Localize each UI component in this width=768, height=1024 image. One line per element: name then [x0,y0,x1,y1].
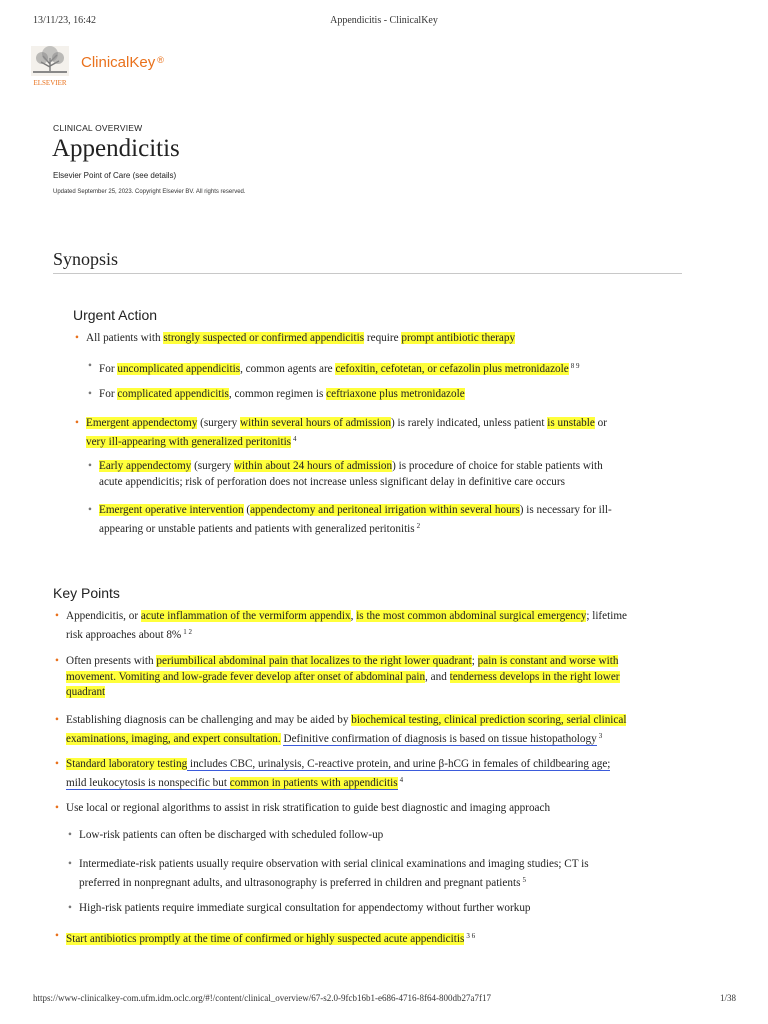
reference-link[interactable]: 2 [416,521,421,530]
reference-link[interactable]: 3 6 [466,932,476,940]
see-details-link[interactable]: (see details) [132,171,177,180]
reference-link[interactable]: 1 2 [183,627,193,636]
leukocytosis-link[interactable]: mild leukocytosis is nonspecific but [66,776,230,789]
reference-link[interactable]: 4 [293,434,297,443]
bullet-dot: • [55,610,59,622]
list-item: • Low-risk patients can often be discharged with scheduled follow-up [79,828,383,844]
lab-testing-link[interactable]: includes CBC, urinalysis, C-reactive protein, and urine β-hCG in females of childbearing age; [187,758,611,770]
reference-link[interactable]: 4 [399,775,404,784]
list-item: • For uncomplicated appendicitis, common agents are cefoxitin, cefotetan, or cefazolin plus metronidazole $^{8 9}$ [88,360,580,375]
urgent-action-heading: Urgent Action [73,307,158,323]
histopathology-link[interactable]: Definitive confirmation of diagnosis is based on tissue histopathology [283,732,597,745]
bullet-dot: • [55,802,59,814]
overview-label: CLINICAL OVERVIEW [53,123,143,133]
bullet-dot: • [88,504,92,516]
list-item: • Appendicitis, or acute inflammation of the vermiform appendix, is the most common abdominal surgical emergency; lifetime risk approaches about 8% $^{1 2}$ [55,610,628,641]
source-line [53,171,176,180]
elsevier-wordmark: ELSEVIER [33,79,67,87]
bullet-dot: • [88,460,92,472]
bullet-dot: • [88,388,92,400]
bullet-dot: • [88,360,92,372]
bullet-dot: • [55,655,59,667]
page-number: 1/38 [719,993,736,1003]
brand-trademark: ® [157,55,164,65]
list-item: • Emergent operative intervention (appendectomy and peritoneal irrigation within several hours) is necessary for ill- appearing or unstable patients and patients with generalized peritonitis $^2$ [88,504,612,535]
print-page-title: Appendicitis - ClinicalKey [330,15,438,26]
reference-link[interactable]: 3 [598,731,603,740]
brand-name: ClinicalKey [81,54,156,71]
list-item: • Establishing diagnosis can be challenging and may be aided by biochemical testing, clinical prediction scoring, serial clinical examinations, imaging, and expert consultation. Definitive confirmation of diagnosis is based on tissue histopathology $^3$ [55,714,627,745]
bullet-dot: • [75,332,79,344]
bullet-dot: • [68,858,72,870]
clinicalkey-brand[interactable] [81,54,164,71]
elsevier-tree-logo[interactable] [29,44,73,88]
reference-link[interactable]: 5 [522,875,526,884]
list-item: • Start antibiotics promptly at the time of confirmed or highly suspected acute appendicitis $^{3 6}$ [55,930,476,945]
bullet-dot: • [55,930,59,942]
list-item: • All patients with strongly suspected or confirmed appendicitis require prompt antibiotic therapy [86,331,515,347]
bullet-dot: • [68,829,72,841]
list-item: • Standard laboratory testing includes CBC, urinalysis, C-reactive protein, and urine β-hCG in females of childbearing age; mild leukocytosis is nonspecific but common in patients with appendicitis $^4$ [55,758,611,789]
print-datetime: 13/11/23, 16:42 [33,15,96,26]
reference-link[interactable]: 8 9 [570,362,580,370]
list-item: • High-risk patients require immediate surgical consultation for appendectomy without further workup [79,901,531,917]
bullet-dot: • [68,902,72,914]
list-item: • Emergent appendectomy (surgery within several hours of admission) is rarely indicated, unless patient is unstable or very ill-appearing with generalized peritonitis $^4$ [75,417,607,448]
bullet-dot: • [55,714,59,726]
source-name: Elsevier Point of Care [53,171,131,180]
key-points-heading: Key Points [53,585,120,601]
bullet-dot: • [75,417,79,429]
updated-line: Updated September 25, 2023. Copyright Elsevier BV. All rights reserved. [53,189,246,195]
synopsis-heading: Synopsis [53,249,119,269]
page-title: Appendicitis [52,135,180,162]
section-divider [53,273,682,274]
list-item: • Often presents with periumbilical abdominal pain that localizes to the right lower quadrant; pain is constant and worse with movement. Vomiting and low-grade fever develop after onset of abdominal pain, and tenderness develops in the right lower quadrant [55,655,620,698]
bullet-dot: • [55,758,59,770]
list-item: • Early appendectomy (surgery within about 24 hours of admission) is procedure of choice for stable patients with acute appendicitis; risk of perforation does not increase unless significant delay in definitive care occurs [88,460,603,488]
page-url: https://www-clinicalkey-com.ufm.idm.oclc.org/#!/content/clinical_overview/67-s2.0-9fcb16b1-e686-4716-8f64-800db27a7f17 [33,993,491,1003]
list-item: • Intermediate-risk patients usually require observation with serial clinical examinations and imaging studies; CT is preferred in nonpregnant adults, and ultrasonography is preferred in children and pregnant patients $^5$ [68,858,589,889]
list-item: • For complicated appendicitis, common regimen is ceftriaxone plus metronidazole [99,387,465,403]
list-item: • Use local or regional algorithms to assist in risk stratification to guide best diagnostic and imaging approach [66,801,550,817]
